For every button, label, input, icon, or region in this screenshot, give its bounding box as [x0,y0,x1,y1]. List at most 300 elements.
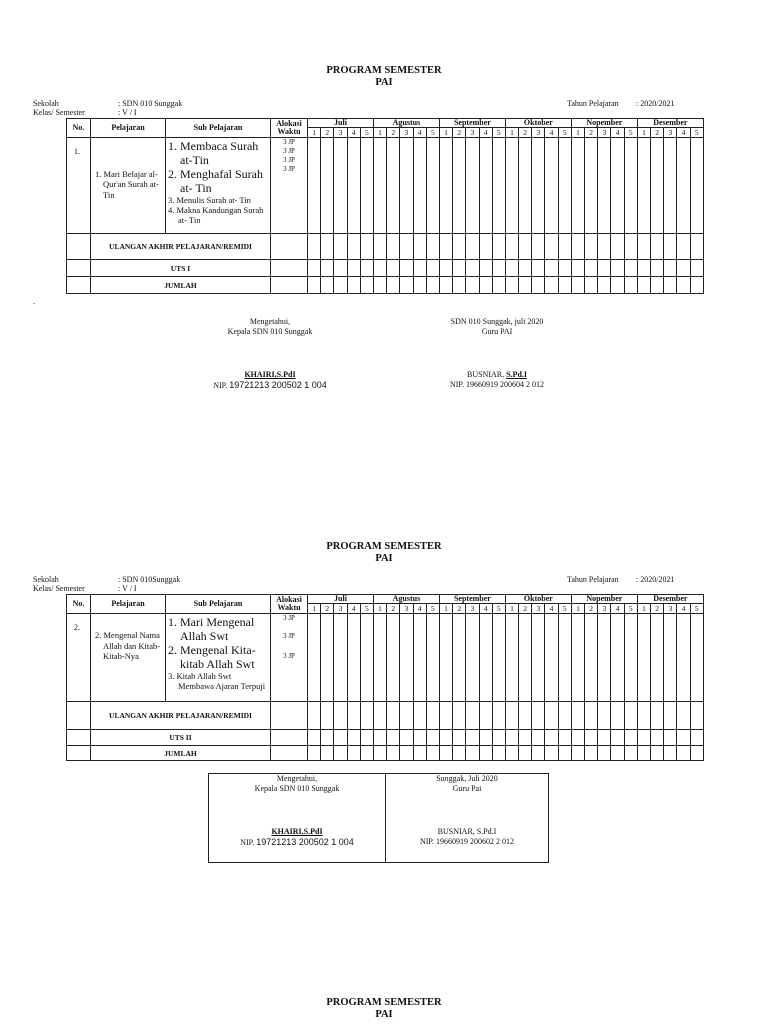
doc1-uts-cell [624,260,637,277]
doc1-week-cell: 3 [598,128,611,138]
doc2-sig-right-nip: NIP. 19660919 200602 2 012 [419,837,514,846]
doc1-schedule-cell [505,138,518,234]
doc2-kelas-label: Kelas/ Semester [33,584,85,593]
doc2-schedule-cell [360,614,373,702]
doc1-jumlah-cell [651,277,664,294]
doc2-uts-alokasi [271,730,308,746]
doc2-alokasi-cell [271,614,308,702]
doc2-jumlah-cell [624,746,637,761]
doc2-sekolah-value: : SDN 010Sunggak [118,575,181,584]
doc2-sekolah-label: Sekolah [33,575,59,584]
doc2-jumlah-cell [347,746,360,761]
doc2-jumlah-no [67,746,91,761]
doc2-week-cell: 1 [637,604,650,614]
doc2-jumlah-cell [308,746,321,761]
doc2-jumlah-cell [400,746,413,761]
doc1-tahun-value: : 2020/2021 [636,99,675,108]
doc1-jumlah-cell [413,277,426,294]
doc1-ulangan-cell [439,234,452,260]
doc1-schedule-cell [664,138,677,234]
doc2-sub-item-2: 2. Mengenal Kita-kitab Allah Swt [168,643,256,671]
doc2-ulangan-cell [519,702,532,730]
doc1-ulangan-cell [624,234,637,260]
doc2-week-cell: 4 [479,604,492,614]
doc2-ulangan-cell [387,702,400,730]
doc3-title: PROGRAM SEMESTER [326,997,442,1008]
doc1-uts-cell [466,260,479,277]
doc1-week-cell: 4 [413,128,426,138]
doc1-jumlah-cell [690,277,703,294]
doc1-sig-left-name: KHAIRI,S.PdI [244,370,296,379]
doc1-uts-cell [413,260,426,277]
doc1-week-cell: 3 [664,128,677,138]
doc2-ulangan-cell [585,702,598,730]
doc2-pelajaran-text: 2. Mengenal Nama Allah dan Kitab-Kitab-Nya [95,630,161,661]
doc1-schedule-cell [347,138,360,234]
doc1-month-juli: Juli [308,119,374,128]
doc1-schedule-cell [321,138,334,234]
doc2-week-cell: 2 [453,604,466,614]
doc1-ulangan-cell [373,234,386,260]
doc2-ulangan-label: ULANGAN AKHIR PELAJARAN/REMIDI [91,702,271,730]
doc1-week-cell: 1 [373,128,386,138]
doc2-uts-cell [545,730,558,746]
doc1-jumlah-alokasi [271,277,308,294]
doc2-head-alokasi: Alokasi Waktu [271,595,308,614]
doc1-ulangan-cell [347,234,360,260]
doc2-schedule-cell [439,614,452,702]
doc1-schedule-cell [492,138,505,234]
doc1-schedule-cell [585,138,598,234]
doc1-jumlah-cell [664,277,677,294]
doc1-week-cell: 5 [360,128,373,138]
doc2-jumlah-cell [651,746,664,761]
doc1-uts-alokasi [271,260,308,277]
doc2-ulangan-cell [360,702,373,730]
doc1-week-cell: 3 [532,128,545,138]
doc2-uts-cell [334,730,347,746]
doc1-schedule-cell [373,138,386,234]
doc2-schedule-cell [347,614,360,702]
doc1-week-cell: 3 [334,128,347,138]
doc1-uts-cell [492,260,505,277]
doc2-pelajaran-cell [91,614,166,702]
doc1-jumlah-cell [571,277,584,294]
doc2-jumlah-label: JUMLAH [91,746,271,761]
doc1-schedule-cell [519,138,532,234]
doc1-month-nopember: Nopember [571,119,637,128]
doc2-jumlah-cell [387,746,400,761]
doc2-content-row [67,614,704,702]
doc1-uts-cell [519,260,532,277]
doc1-alokasi-4: 3 JP [283,165,295,173]
doc1-schedule-cell [426,138,439,234]
doc2-ulangan-cell [677,702,690,730]
doc1-ulangan-cell [519,234,532,260]
doc2-uts-cell [466,730,479,746]
doc1-ulangan-cell [677,234,690,260]
doc2-week-cell: 5 [426,604,439,614]
doc2-uts-cell [519,730,532,746]
doc1-ulangan-cell [611,234,624,260]
doc2-week-cell: 1 [439,604,452,614]
doc1-jumlah-label: JUMLAH [91,277,271,294]
doc1-ulangan-cell [664,234,677,260]
doc1-uts-cell [400,260,413,277]
doc2-header-row [67,595,704,604]
doc2-week-cell: 5 [558,604,571,614]
doc1-week-cell: 1 [505,128,518,138]
doc1-schedule-cell [413,138,426,234]
doc1-schedule-cell [651,138,664,234]
doc1-ulangan-cell [558,234,571,260]
doc2-ulangan-cell [664,702,677,730]
doc1-week-cell: 5 [624,128,637,138]
doc1-uts-label: UTS I [91,260,271,277]
doc2-title: PROGRAM SEMESTER [326,541,442,552]
doc2-jumlah-cell [637,746,650,761]
doc2-schedule-cell [505,614,518,702]
doc1-jumlah-no [67,277,91,294]
doc2-jumlah-cell [558,746,571,761]
doc2-ulangan-cell [545,702,558,730]
doc1-ulangan-cell [466,234,479,260]
doc2-uts-cell [651,730,664,746]
doc1-ulangan-cell [651,234,664,260]
doc2-jumlah-cell [479,746,492,761]
doc2-uts-cell [585,730,598,746]
doc1-schedule-cell [637,138,650,234]
doc1-uts-cell [664,260,677,277]
doc1-uts-cell [308,260,321,277]
doc2-week-cell: 2 [519,604,532,614]
doc1-uts-cell [505,260,518,277]
doc2-uts-cell [439,730,452,746]
doc2-ulangan-cell [439,702,452,730]
doc2-jumlah-cell [334,746,347,761]
doc1-signature-right [417,317,577,390]
doc1-jumlah-cell [373,277,386,294]
doc2-schedule-cell [624,614,637,702]
doc1-month-desember: Desember [637,119,703,128]
doc1-uts-cell [532,260,545,277]
doc1-ulangan-cell [637,234,650,260]
doc1-ulangan-cell [505,234,518,260]
doc1-ulangan-cell [479,234,492,260]
doc2-ulangan-cell [611,702,624,730]
doc1-sig-right-nip: NIP. 19660919 200604 2 012 [449,380,544,389]
doc2-week-cell: 2 [585,604,598,614]
doc2-week-cell: 4 [347,604,360,614]
doc2-ulangan-cell [466,702,479,730]
doc2-jumlah-cell [545,746,558,761]
doc2-week-cell: 1 [373,604,386,614]
doc2-uts-cell [677,730,690,746]
doc2-jumlah-cell [360,746,373,761]
doc1-jumlah-cell [466,277,479,294]
doc1-jumlah-cell [505,277,518,294]
doc2-week-cell: 2 [651,604,664,614]
doc2-uts-cell [453,730,466,746]
doc2-week-cell: 5 [360,604,373,614]
doc2-tahun-value: : 2020/2021 [636,575,675,584]
doc2-alokasi-1: 3 JP [283,614,295,622]
doc1-sekolah-value: : SDN 010 Sunggak [118,99,183,108]
doc2-schedule-cell [545,614,558,702]
doc2-head-pelajaran: Pelajaran [91,595,166,614]
doc1-schedule-cell [308,138,321,234]
doc1-sub-item-3: 3. Menulis Surah at- Tin [168,195,251,205]
doc1-sig-left-role: Kepala SDN 010 Sunggak [227,327,313,336]
doc2-schedule-cell [426,614,439,702]
doc2-head-no: No. [67,595,91,614]
doc2-uts-cell [308,730,321,746]
doc1-uts-cell [321,260,334,277]
doc2-schedule-cell [334,614,347,702]
doc1-jumlah-cell [532,277,545,294]
doc1-week-cell: 5 [426,128,439,138]
doc2-week-cell: 3 [334,604,347,614]
doc1-week-cell: 2 [321,128,334,138]
doc1-ulangan-no [67,234,91,260]
doc2-week-cell: 4 [545,604,558,614]
doc1-week-cell: 2 [519,128,532,138]
doc1-ulangan-cell [400,234,413,260]
doc1-schedule-cell [400,138,413,234]
doc2-jumlah-cell [466,746,479,761]
doc2-schedule-cell [321,614,334,702]
doc2-week-cell: 1 [505,604,518,614]
doc1-ulangan-label: ULANGAN AKHIR PELAJARAN/REMIDI [91,234,271,260]
doc2-ulangan-cell [347,702,360,730]
doc2-kelas-value: : V / I [118,584,137,593]
doc1-uts-cell [677,260,690,277]
doc1-jumlah-cell [334,277,347,294]
doc1-sig-left-nip: NIP. 19721213 200502 1 004 [213,380,327,390]
doc2-jumlah-cell [373,746,386,761]
doc2-month-oktober: Oktober [505,595,571,604]
doc2-uts-cell [690,730,703,746]
doc1-uts-cell [373,260,386,277]
doc1-week-cell: 5 [492,128,505,138]
doc1-week-cell: 5 [558,128,571,138]
doc2-ulangan-no [67,702,91,730]
doc1-uts-cell [611,260,624,277]
doc2-sub-item-1: 1. Mari Mengenal Allah Swt [168,615,255,643]
doc1-week-cell: 1 [308,128,321,138]
doc1-sub-item-4: 4. Makna Kandungan Surah at- Tin [168,205,264,225]
doc3-subtitle: PAI [375,1009,393,1020]
doc2-ulangan-cell [400,702,413,730]
doc2-week-cell: 4 [611,604,624,614]
doc1-jumlah-cell [453,277,466,294]
doc1-jumlah-cell [545,277,558,294]
doc1-month-september: September [439,119,505,128]
doc1-pelajaran-text: 1. Mari Belajar al-Qur'an Surah at-Tin [95,168,159,200]
doc1-kelas-value: : V / I [118,108,137,117]
doc1-schedule-cell [334,138,347,234]
doc1-sekolah-label: Sekolah [33,99,59,108]
doc1-schedule-cell [558,138,571,234]
doc2-sub-item-3: 3. Kitab Allah Swt Membawa Ajaran Terpuji [168,671,266,691]
doc2-jumlah-cell [492,746,505,761]
doc1-ulangan-cell [585,234,598,260]
doc1-jumlah-cell [387,277,400,294]
doc1-header-row [67,119,704,128]
doc1-jumlah-cell [426,277,439,294]
doc1-uts-no [67,260,91,277]
doc2-schedule-cell [558,614,571,702]
doc1-schedule-cell [598,138,611,234]
doc1-week-cell: 4 [611,128,624,138]
doc1-uts-cell [479,260,492,277]
doc2-uts-cell [479,730,492,746]
doc1-ulangan-row [67,234,704,260]
doc2-jumlah-row [67,746,704,761]
doc1-title: PROGRAM SEMESTER [326,65,442,76]
doc2-schedule-cell [571,614,584,702]
doc1-jumlah-cell [624,277,637,294]
doc1-jumlah-cell [677,277,690,294]
doc1-sig-left-mengetahui: Mengetahui, [249,317,291,326]
doc1-week-cell: 2 [651,128,664,138]
doc2-ulangan-cell [492,702,505,730]
doc2-uts-cell [598,730,611,746]
doc2-alokasi-3: 3 JP [283,652,295,660]
doc1-ulangan-cell [532,234,545,260]
doc2-month-september: September [439,595,505,604]
doc1-uts-cell [690,260,703,277]
doc2-week-cell: 3 [598,604,611,614]
doc1-jumlah-cell [611,277,624,294]
doc1-week-cell: 3 [400,128,413,138]
doc1-jumlah-cell [321,277,334,294]
doc1-schedule-cell [532,138,545,234]
doc1-week-cell: 2 [585,128,598,138]
doc2-uts-cell [611,730,624,746]
doc1-week-cell: 2 [387,128,400,138]
doc2-ulangan-cell [571,702,584,730]
doc1-jumlah-cell [637,277,650,294]
doc2-week-cell: 3 [400,604,413,614]
doc2-schedule-cell [651,614,664,702]
doc2-schedule-cell [585,614,598,702]
doc2-ulangan-cell [321,702,334,730]
doc2-jumlah-cell [439,746,452,761]
doc2-jumlah-cell [598,746,611,761]
doc2-ulangan-cell [373,702,386,730]
doc1-jumlah-cell [347,277,360,294]
doc1-sig-right-name: BUSNIAR, S.Pd.I [466,370,528,379]
doc2-schedule-cell [479,614,492,702]
doc1-week-cell: 1 [571,128,584,138]
doc1-sub-cell [166,138,271,234]
doc2-week-cell: 1 [571,604,584,614]
doc2-ulangan-cell [558,702,571,730]
doc1-ulangan-cell [308,234,321,260]
doc1-alokasi-cell [271,138,308,234]
doc2-week-cell: 2 [387,604,400,614]
doc2-uts-cell [387,730,400,746]
doc2-week-cell: 5 [492,604,505,614]
doc2-sig-right-role: Guru Pai [452,784,482,793]
doc1-ulangan-cell [426,234,439,260]
doc1-uts-cell [347,260,360,277]
doc2-ulangan-cell [651,702,664,730]
doc1-schedule-cell [453,138,466,234]
doc2-sub-cell [166,614,271,702]
doc2-week-cell: 3 [664,604,677,614]
doc1-ulangan-cell [360,234,373,260]
doc1-uts-cell [439,260,452,277]
doc1-week-cell: 4 [677,128,690,138]
doc1-jumlah-cell [519,277,532,294]
doc1-uts-cell [571,260,584,277]
doc1-uts-cell [585,260,598,277]
doc1-alokasi-2: 3 JP [283,147,295,155]
doc2-schedule-cell [308,614,321,702]
doc2-schedule-cell [690,614,703,702]
doc1-uts-cell [334,260,347,277]
doc1-uts-row [67,260,704,277]
doc2-schedule-cell [492,614,505,702]
doc2-schedule-cell [400,614,413,702]
doc1-content-row [67,138,704,234]
doc2-uts-row [67,730,704,746]
doc2-jumlah-cell [571,746,584,761]
doc2-jumlah-cell [505,746,518,761]
doc2-signature-right [386,774,548,847]
doc2-jumlah-cell [426,746,439,761]
doc2-sig-right-name: BUSNIAR, S.Pd.I [437,827,497,836]
doc1-ulangan-cell [334,234,347,260]
doc1-schedule-cell [439,138,452,234]
doc2-uts-label: UTS II [91,730,271,746]
doc1-uts-cell [598,260,611,277]
doc2-schedule-cell [387,614,400,702]
doc2-schedule-cell [611,614,624,702]
doc1-schedule-cell [571,138,584,234]
doc2-tahun-label: Tahun Pelajaran [567,575,619,584]
doc2-month-desember: Desember [637,595,703,604]
doc2-uts-cell [624,730,637,746]
doc1-sub-item-2: 2. Menghafal Surah at- Tin [168,167,263,195]
doc1-stray-dot: . [33,297,35,306]
doc2-week-cell: 3 [532,604,545,614]
doc1-alokasi-3: 3 JP [283,156,295,164]
doc2-week-cell: 4 [677,604,690,614]
doc2-schedule-cell [677,614,690,702]
doc2-month-agustus: Agustus [373,595,439,604]
doc1-schedule-cell [690,138,703,234]
doc2-ulangan-cell [413,702,426,730]
doc2-uts-cell [558,730,571,746]
doc2-uts-cell [492,730,505,746]
doc2-uts-cell [571,730,584,746]
doc2-jumlah-cell [664,746,677,761]
doc2-week-cell: 3 [466,604,479,614]
doc2-uts-cell [400,730,413,746]
doc1-schedule-cell [545,138,558,234]
doc2-ulangan-alokasi [271,702,308,730]
doc2-alokasi-2: 3 JP [283,632,295,640]
doc1-week-cell: 1 [637,128,650,138]
doc1-ulangan-cell [387,234,400,260]
doc1-jumlah-cell [585,277,598,294]
doc1-head-alokasi: Alokasi Waktu [271,119,308,138]
doc2-uts-cell [347,730,360,746]
doc1-month-oktober: Oktober [505,119,571,128]
